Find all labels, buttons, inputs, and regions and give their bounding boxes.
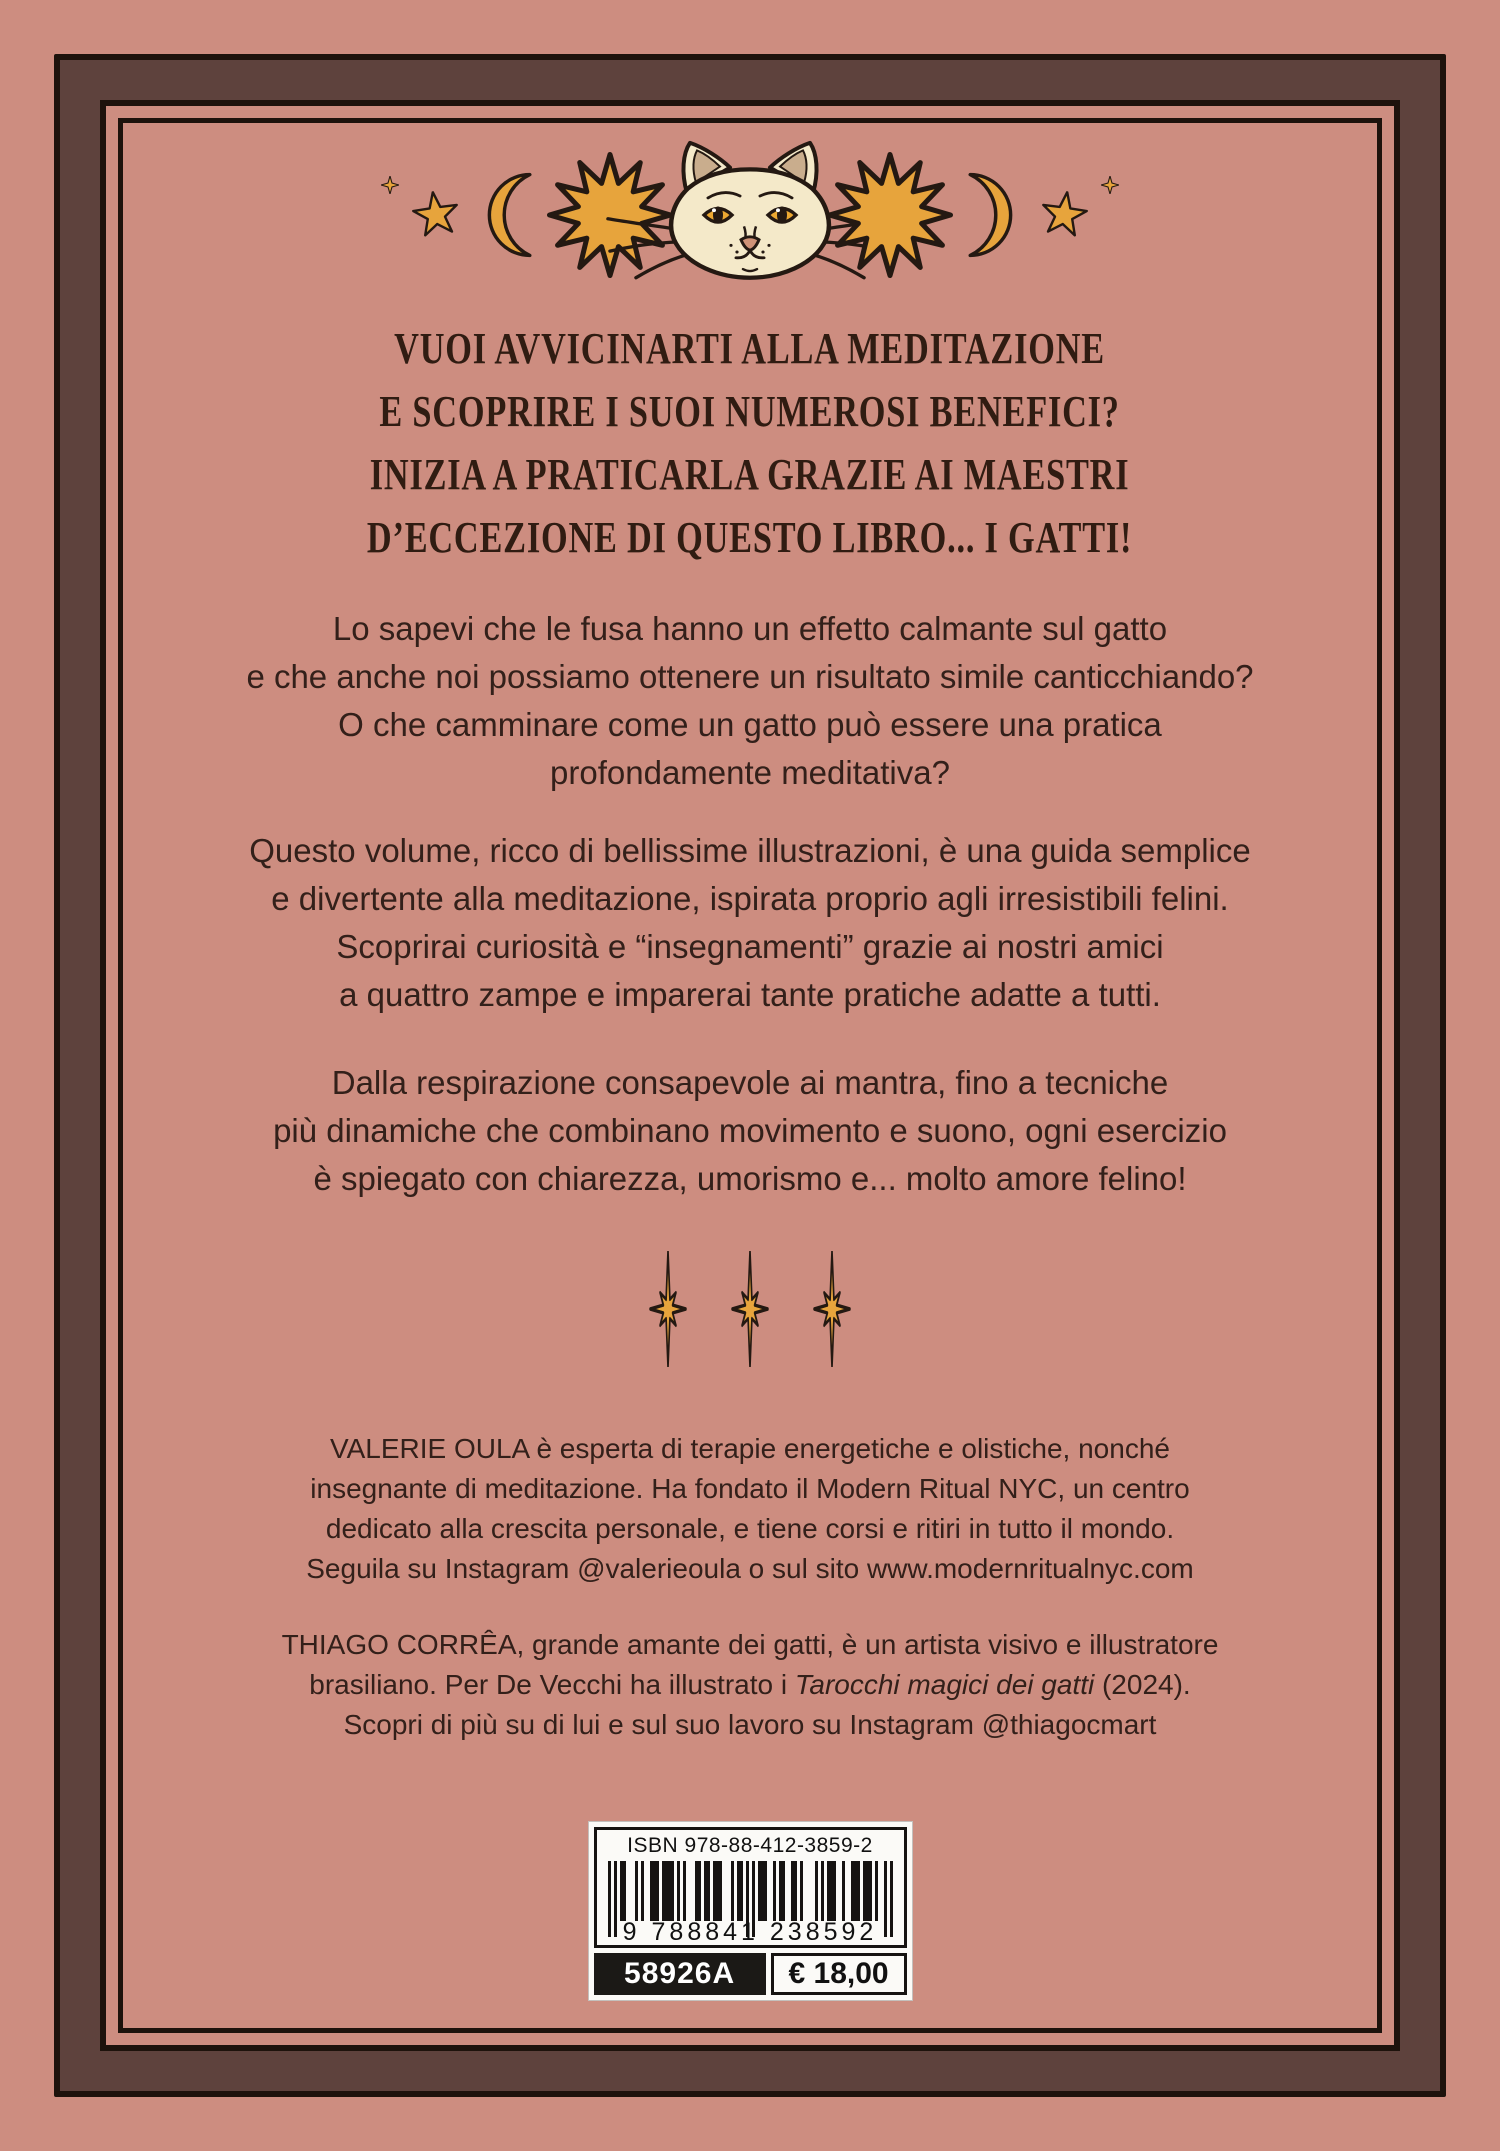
bio-line: Scopri di più su di lui e sul suo lavoro su Instagram @thiagocmart (343, 1709, 1157, 1740)
paragraph-line: a quattro zampe e imparerai tante pratiche adatte a tutti. (339, 976, 1161, 1013)
edition-code-badge: 58926A (594, 1953, 766, 1995)
bio-line: dedicato alla crescita personale, e tiene corsi e ritiri in tutto il mondo. (325, 1513, 1175, 1544)
paragraph-line: Dalla respirazione consapevole ai mantra, fino a tecniche (331, 1064, 1169, 1101)
paragraph-line: è spiegato con chiarezza, umorismo e... molto amore felino! (313, 1160, 1187, 1197)
cover-content (129, 129, 1371, 2022)
isbn-text: ISBN 978-88-412-3859-2 (627, 1834, 873, 1857)
bio-thiago-correa (282, 1625, 1219, 1745)
sparkle-star-icon (804, 1251, 860, 1367)
barcode-strip (594, 1953, 907, 1995)
sparkle-star-icon (722, 1251, 778, 1367)
book-title-italic: Tarocchi magici dei gatti (794, 1669, 1095, 1700)
paragraph-line: O che camminare come un gatto può essere una pratica (338, 706, 1162, 743)
star-icon (408, 188, 464, 242)
paragraph-line: e divertente alla meditazione, ispirata proprio agli irresistibili felini. (271, 880, 1229, 917)
paragraph-line: Questo volume, ricco di bellissime illustrazioni, è una guida semplice (249, 832, 1251, 869)
paragraph-line: profondamente meditativa? (550, 754, 950, 791)
paragraph-volume (249, 827, 1250, 1019)
star-icon (1036, 188, 1092, 242)
bio-line: insegnante di meditazione. Ha fondato il Modern Ritual NYC, un centro (310, 1473, 1190, 1504)
bio-line (282, 1665, 1219, 1705)
sunburst-icon (827, 152, 953, 278)
crescent-moon-icon (965, 172, 1027, 258)
bio-text: (2024). (1094, 1669, 1191, 1700)
bio-valerie-oula (306, 1429, 1193, 1589)
headline-line: E SCOPRIRE I SUOI NUMEROSI BENEFICI? (379, 387, 1121, 436)
headline-line: VUOI AVVICINARTI ALLA MEDITAZIONE (394, 324, 1106, 373)
ornament-row (381, 139, 1119, 291)
paragraph-line: e che anche noi possiamo ottenere un risultato simile canticchiando? (246, 658, 1254, 695)
paragraph-fusa (246, 605, 1253, 797)
bio-text: brasiliano. Per De Vecchi ha illustrato i (309, 1669, 795, 1700)
barcode-digits: 9 788841 238592 (622, 1918, 878, 1946)
barcode-label (588, 1821, 913, 2001)
sparkle-icon (1101, 176, 1119, 194)
paragraph-line: Scoprirai curiosità e “insegnamenti” grazie ai nostri amici (336, 928, 1164, 965)
headline-line: INIZIA A PRATICARLA GRAZIE AI MAESTRI (370, 450, 1130, 499)
bio-line: Seguila su Instagram @valerieoula o sul sito www.modernritualnyc.com (306, 1553, 1194, 1584)
sparkle-icon (381, 176, 399, 194)
sparkle-star-icon (640, 1251, 696, 1367)
crescent-moon-icon (473, 172, 535, 258)
paragraph-line: Lo sapevi che le fusa hanno un effetto calmante sul gatto (332, 610, 1168, 647)
paragraph-tecniche (273, 1059, 1227, 1203)
bio-line: THIAGO CORRÊA, grande amante dei gatti, è un artista visivo e illustratore (281, 1629, 1219, 1660)
headline-line: D’ECCEZIONE DI QUESTO LIBRO... I GATTI! (367, 513, 1133, 562)
price-text: € 18,00 (771, 1953, 907, 1995)
headline (367, 317, 1132, 569)
barcode-panel (594, 1827, 907, 1948)
paragraph-line: più dinamiche che combinano movimento e suono, ogni esercizio (273, 1112, 1227, 1149)
bio-line: VALERIE OULA è esperta di terapie energetiche e olistiche, nonché (329, 1433, 1170, 1464)
sparkle-divider (640, 1251, 860, 1367)
